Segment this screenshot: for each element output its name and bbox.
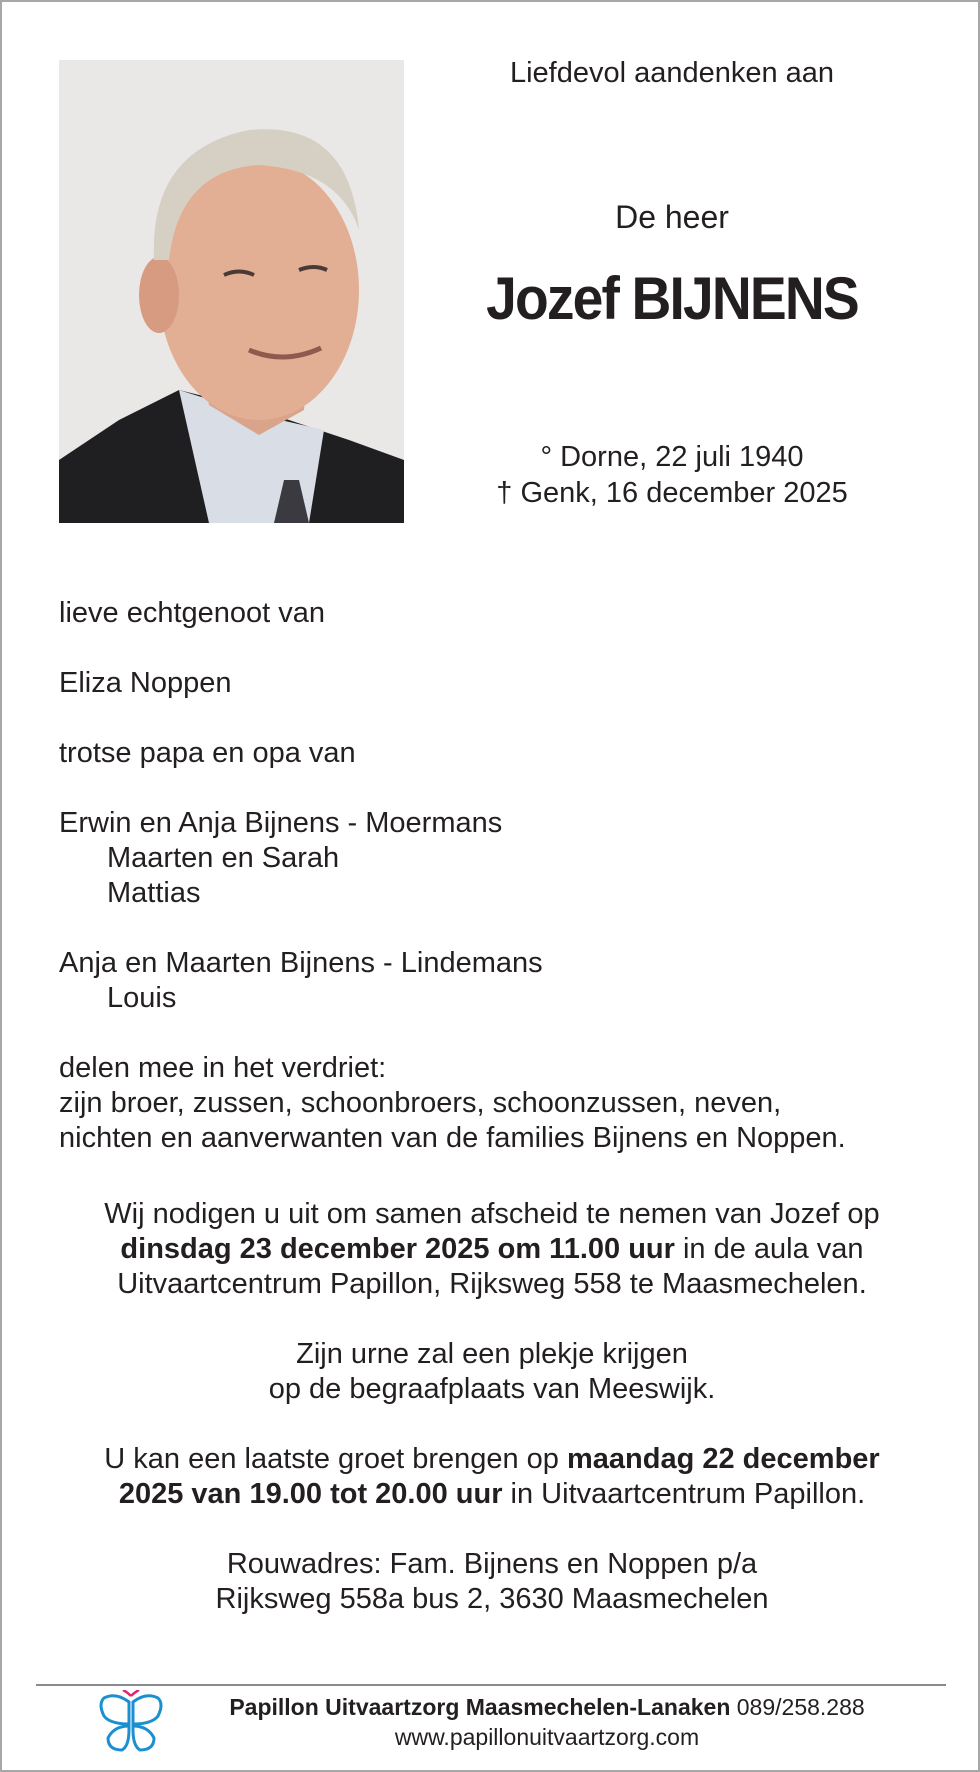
relatives-line: zijn broer, zussen, schoonbroers, schoonzussen, neven, bbox=[59, 1087, 782, 1119]
children-intro: trotse papa en opa van bbox=[59, 737, 356, 769]
address-line: Rijksweg 558a bus 2, 3630 Maasmechelen bbox=[215, 1583, 769, 1615]
ceremony-line: Wij nodigen u uit om samen afscheid te nemen van Jozef op bbox=[104, 1198, 880, 1230]
family1-child: Mattias bbox=[107, 877, 201, 909]
butterfly-logo-icon bbox=[96, 1690, 166, 1756]
footer bbox=[182, 1692, 912, 1752]
family1-parents: Erwin en Anja Bijnens - Moermans bbox=[59, 807, 503, 839]
company-phone: 089/258.288 bbox=[730, 1694, 865, 1720]
ceremony-line: Uitvaartcentrum Papillon, Rijksweg 558 te Maasmechelen. bbox=[117, 1268, 867, 1300]
share-intro: delen mee in het verdriet: bbox=[59, 1052, 387, 1084]
address-line: Rouwadres: Fam. Bijnens en Noppen p/a bbox=[226, 1548, 758, 1580]
company-website[interactable]: www.papillonuitvaartzorg.com bbox=[394, 1724, 700, 1750]
portrait-photo bbox=[59, 60, 404, 523]
family1-child: Maarten en Sarah bbox=[107, 842, 340, 874]
deceased-name: Jozef BIJNENS bbox=[486, 265, 858, 332]
spouse-intro: lieve echtgenoot van bbox=[59, 597, 326, 629]
visitation-line: U kan een laatste groet brengen op maandag 22 december bbox=[104, 1443, 880, 1475]
header-block bbox=[452, 52, 892, 511]
family2-child: Louis bbox=[107, 982, 177, 1014]
spouse-name: Eliza Noppen bbox=[59, 667, 232, 699]
footer-divider bbox=[36, 1684, 946, 1686]
death-date: † Genk, 16 december 2025 bbox=[496, 477, 848, 509]
intro-text: Liefdevol aandenken aan bbox=[509, 57, 835, 89]
ceremony-date: dinsdag 23 december 2025 om 11.00 uur bbox=[120, 1233, 675, 1265]
birth-date: ° Dorne, 22 juli 1940 bbox=[540, 441, 804, 473]
visitation-line: 2025 van 19.00 tot 20.00 uur in Uitvaartcentrum Papillon. bbox=[118, 1478, 866, 1510]
family2-parents: Anja en Maarten Bijnens - Lindemans bbox=[59, 947, 543, 979]
ceremony-section bbox=[42, 1197, 942, 1302]
visitation-section bbox=[42, 1442, 942, 1512]
relatives-line: nichten en aanverwanten van de families Bijnens en Noppen. bbox=[59, 1122, 846, 1154]
burial-line: Zijn urne zal een plekje krijgen bbox=[296, 1338, 688, 1370]
family-section bbox=[59, 596, 939, 1156]
burial-section bbox=[42, 1337, 942, 1407]
burial-line: op de begraafplaats van Meeswijk. bbox=[268, 1373, 716, 1405]
address-section bbox=[42, 1547, 942, 1617]
salutation: De heer bbox=[615, 199, 729, 235]
dates bbox=[452, 439, 892, 511]
company-name: Papillon Uitvaartzorg Maasmechelen-Lanaken bbox=[229, 1694, 731, 1720]
footer-company-line bbox=[182, 1692, 912, 1722]
visitation-time: 2025 van 19.00 tot 20.00 uur bbox=[118, 1478, 503, 1510]
ceremony-line: dinsdag 23 december 2025 om 11.00 uur in de aula van bbox=[120, 1233, 864, 1265]
visitation-date: maandag 22 december bbox=[567, 1443, 880, 1475]
